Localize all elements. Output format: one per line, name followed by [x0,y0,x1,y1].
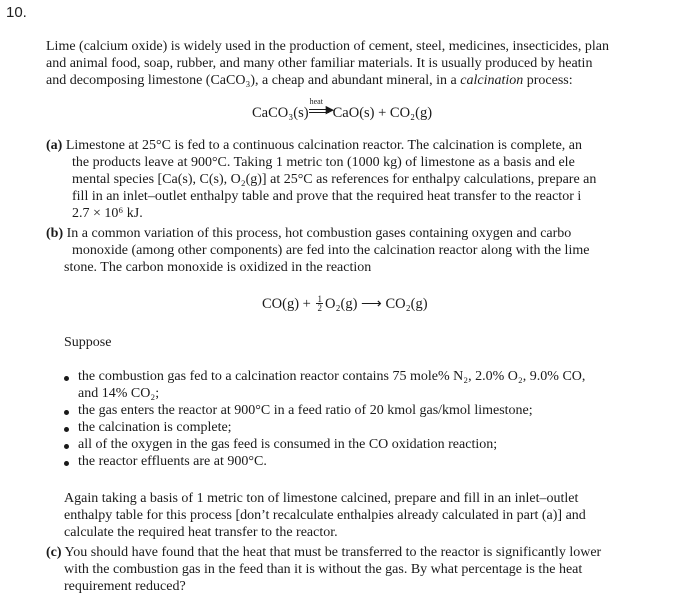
part-b-line-3: stone. The carbon monoxide is oxidized in the reaction [64,260,372,275]
part-b-line-2: monoxide (among other components) are fed into the calcination reactor along with the lime [72,243,590,258]
part-a-line-4: fill in an inlet–outlet enthalpy table and prove that the required heat transfer to the reactor i [72,189,582,204]
bullet-icon [64,376,69,381]
bullet-3: the calcination is complete; [78,420,232,435]
part-c-label: (c) [46,545,62,560]
part-b-line-1: (b) In a common variation of this process, hot combustion gases containing oxygen and carbo [46,226,572,241]
suppose-heading: Suppose [64,335,112,350]
reaction-arrow-icon: ⟶ [361,296,382,312]
bullet-4: all of the oxygen in the gas feed is consumed in the CO oxidation reaction; [78,437,498,452]
heat-arrow-icon: heat ▶ [309,97,335,116]
arrow-heat-label: heat [309,97,323,106]
part-b-label: (b) [46,226,64,241]
part-b-closing-3: calculate the required heat transfer to the reactor. [64,525,338,540]
calcination-reaction [252,97,433,122]
intro-line-2: and animal food, soap, rubber, and many other familiar materials. It is usually produced by heatin [46,56,593,71]
bullet-1-line-1: the combustion gas fed to a calcination reactor contains 75 mole% N₂, 2.0% O₂, 9.0% CO, [78,369,586,384]
calcination-term: calcination [460,73,524,88]
bullet-icon [64,427,69,432]
reaction1-left: CaCO₃(s) [252,105,309,121]
bullet-2: the gas enters the reactor at 900°C in a feed ratio of 20 kmol gas/kmol limestone; [78,403,533,418]
part-b-closing-2: enthalpy table for this process [don’t recalculate enthalpies already calculated in part (a)] and [64,508,586,523]
part-a-line-5: 2.7 × 10⁶ kJ. [72,206,143,221]
part-a-label: (a) [46,138,63,153]
reaction1-right: CaO(s) + CO₂(g) [332,105,433,121]
co-oxidation-reaction: CO(g) + $\frac{1}{2}$ O₂(g) ⟶ CO₂(g) [262,294,428,313]
part-a-line-1: (a) Limestone at 25°C is fed to a continuous calcination reactor. The calcination is complete, an [46,138,583,153]
question-number: 10. [6,4,27,21]
bullet-icon [64,461,69,466]
one-half-fraction: $\frac{1}{2}$ [317,294,322,313]
part-b-closing-1: Again taking a basis of 1 metric ton of limestone calcined, prepare and fill in an inlet–outlet [64,491,579,506]
bullet-icon [64,444,69,449]
intro-line-3: and decomposing limestone (CaCO₃), a cheap and abundant mineral, in a calcination process: [46,73,573,88]
bullet-1-line-2: and 14% CO₂; [78,386,160,401]
part-c-line-2: with the combustion gas in the feed than it is without the gas. By what percentage is the heat [64,562,583,577]
part-c-line-3: requirement reduced? [64,579,186,594]
part-a-line-2: the products leave at 900°C. Taking 1 metric ton (1000 kg) of limestone as a basis and ele [72,155,575,170]
part-c-line-1: (c) You should have found that the heat that must be transferred to the reactor is significantly lower [46,545,602,560]
bullet-5: the reactor effluents are at 900°C. [78,454,267,469]
intro-line-1: Lime (calcium oxide) is widely used in the production of cement, steel, medicines, insecticides, plan [46,39,609,54]
part-a-line-3: mental species [Ca(s), C(s), O₂(g)] at 25°C as references for enthalpy calculations, prepare an [72,172,597,187]
bullet-icon [64,410,69,415]
